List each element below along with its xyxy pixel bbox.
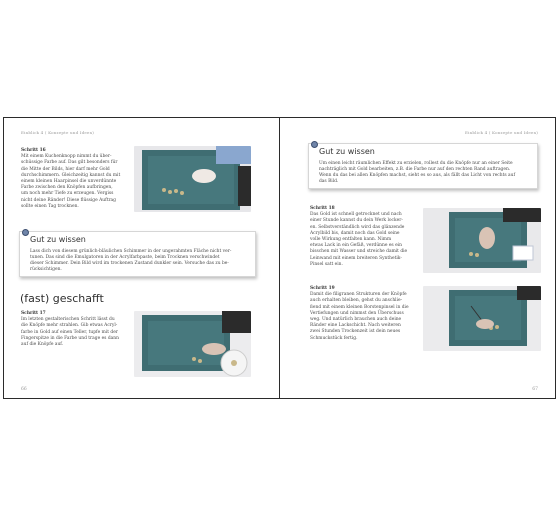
step-19-text xyxy=(310,286,422,342)
photo-step-17-image xyxy=(134,311,251,377)
text-line: schüssige Farbe auf. Das gilt besonders für xyxy=(21,160,118,166)
step-heading: Schritt 16 xyxy=(21,148,46,153)
photo-step-18 xyxy=(423,208,541,273)
text-line: weg. Und natürlich brauchen auch deine xyxy=(310,317,402,323)
page-number: 67 xyxy=(532,387,538,392)
step-18-text xyxy=(310,206,420,268)
text-line: farbe in Gold auf einen Teller, tupfe mit der xyxy=(21,329,118,335)
text-line: rücksichtigen. xyxy=(30,267,62,272)
text-line: Um einen leicht räumlichen Effekt zu erzielen, rollest du die Knöpfe nur an einer Seite xyxy=(319,161,513,166)
text-line: einer Stunde kannst du dein Werk locker- xyxy=(310,218,403,224)
tip-body xyxy=(30,249,247,273)
text-line: Fingerspitze in die Farbe und trage es dann xyxy=(21,335,119,341)
text-line: Lass dich von diesem grünlich-bläulichen Schimmer in der ungerahmten Fläche nicht ver- xyxy=(30,249,232,254)
left-page xyxy=(4,118,279,398)
step-heading: Schritt 18 xyxy=(310,206,335,211)
right-page xyxy=(280,118,555,398)
text-line: Leinwand mit einem breiteren Synthetik- xyxy=(310,255,402,261)
text-line: Das Gold ist schnell getrocknet und nach xyxy=(310,212,402,218)
photo-step-18-image xyxy=(423,208,541,273)
photo-step-16-image xyxy=(134,146,251,212)
text-line: Im letzten gestalterischen Schritt lässt du xyxy=(21,317,115,323)
text-line: etwas Lack in ein Gefäß, verdünne es ein xyxy=(310,243,402,249)
text-line: dieser Schimmer. Dein Bild wird im trockenen Zustand dunkler sein. Versuche das zu be- xyxy=(30,261,229,266)
text-line: auch erhalten bleiben, gehst du anschlie- xyxy=(310,298,403,304)
photo-step-16 xyxy=(134,146,251,212)
text-line: en. Selbstverständlich wird das glänzende xyxy=(310,224,405,230)
text-line: das Bild. xyxy=(319,179,339,184)
text-line: tunen. Das sind die Emulgatoren in der Acrylfarbpaste, beim Trocknen verschwindet xyxy=(30,255,220,260)
text-line: Ränder eine Lackschicht. Nach weiteren xyxy=(310,323,401,329)
pin-icon xyxy=(22,229,29,236)
tip-title: Gut zu wissen xyxy=(319,147,375,156)
text-line: nicht deine Ränder! Diese flüssige Auftrag xyxy=(21,197,116,203)
text-line: nachträglich mit Gold bearbeiten, z.B. die Farbe nur auf den rechten Rand auftragen. xyxy=(319,167,511,172)
text-line: auf die Knöpfe auf. xyxy=(21,342,64,348)
text-line: Damit die filigranen Strukturen der Knöpfe xyxy=(310,292,407,298)
text-line: zwei Stunden Trockenzeit ist dein neues xyxy=(310,329,401,335)
step-16-text xyxy=(21,148,127,210)
text-line: Mit einem Kuchenknopp nimmt du über- xyxy=(21,154,112,160)
text-line: einem kleinen Haarpinsel die unverdünnte xyxy=(21,179,117,185)
photo-step-19-image xyxy=(423,286,541,351)
pin-icon xyxy=(311,141,318,148)
text-line: die Mitte der Bilds, hier darf mehr Gold xyxy=(21,166,110,172)
photo-step-19 xyxy=(423,286,541,351)
tip-box xyxy=(19,231,256,277)
step-17-text xyxy=(21,311,131,348)
text-line: volle Wirkung entfalten kann. Nimm xyxy=(310,237,392,243)
tip-title: Gut zu wissen xyxy=(30,235,86,244)
text-line: Farbe zwischen den Knöpfen aufbringen, xyxy=(21,185,113,191)
text-line: sollte einen Tag trocknen. xyxy=(21,203,79,209)
text-line: die Knöpfe mehr strahlen. Gib etwas Acryl- xyxy=(21,323,118,329)
running-head: Einblick 4 ( Konzepte und Ideen) xyxy=(464,130,538,135)
text-line: Vertiefungen und nimmst den Überschuss xyxy=(310,310,404,316)
book-spread xyxy=(3,117,556,399)
section-title: (fast) geschafft xyxy=(20,292,104,305)
text-line: durchschimmern. Gleichzeitig kannst du mit xyxy=(21,172,121,178)
running-head: Einblick 4 ( Konzepte und Ideen) xyxy=(21,130,95,135)
tip-body xyxy=(319,161,529,185)
page-number: 66 xyxy=(21,387,27,392)
text-line: Schmuckstück fertig. xyxy=(310,335,358,341)
text-line: Acrylbild bis, damit noch das Gold seine xyxy=(310,230,400,236)
text-line: bisschen mit Wasser und streiche damit die xyxy=(310,249,408,255)
text-line: Wenn du das bei allen Knöpfen machst, sieht es so aus, als fällt das Licht von rechts auf xyxy=(319,173,516,178)
step-heading: Schritt 19 xyxy=(310,286,335,291)
text-line: ßend mit einem kleinen Borstenpinsel in die xyxy=(310,304,409,310)
photo-step-17 xyxy=(134,311,251,377)
tip-box xyxy=(308,143,538,189)
step-heading: Schritt 17 xyxy=(21,311,46,316)
text-line: Pinsel satt ein. xyxy=(310,261,343,267)
text-line: um noch mehr Tiefe zu erzeugen. Vergiss xyxy=(21,191,114,197)
